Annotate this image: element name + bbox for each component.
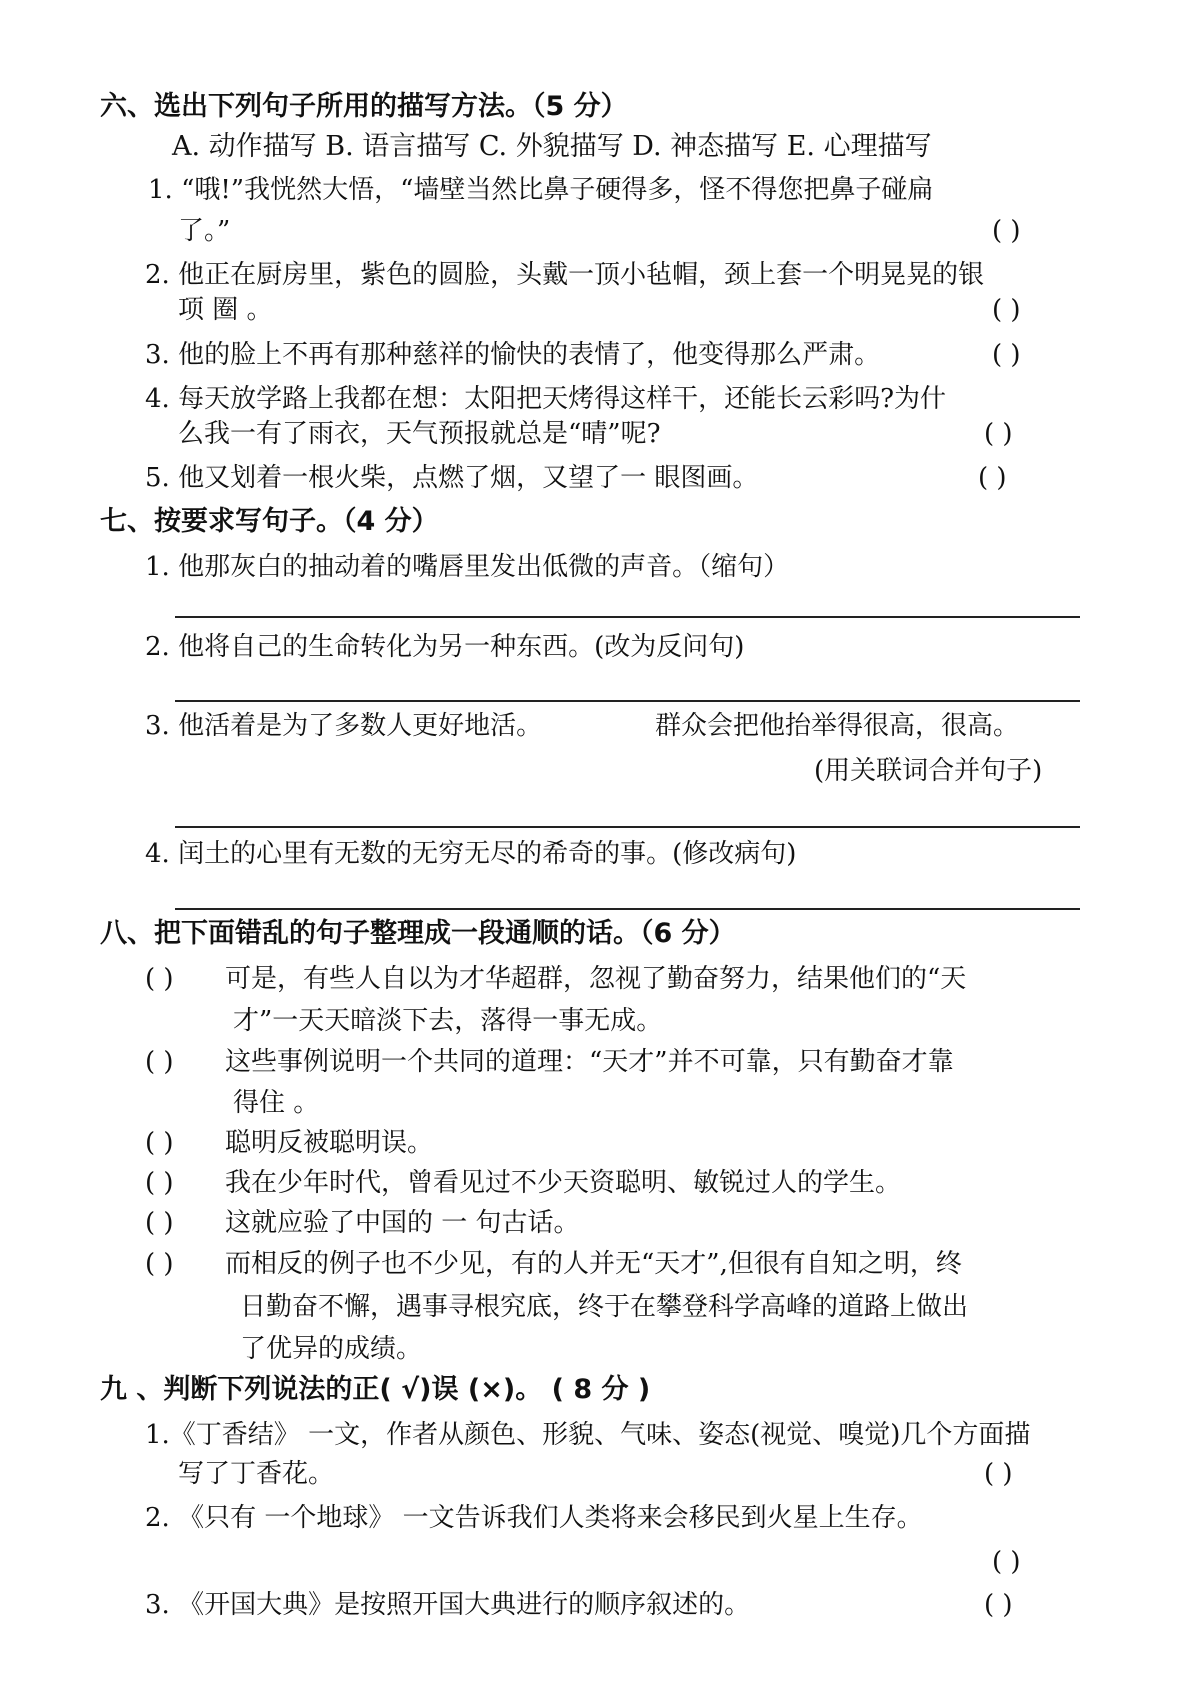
section7-heading: 七、按要求写句子。（4 分） (100, 506, 439, 537)
s8-item4: 我在少年时代，曾看见过不少天资聪明、敏锐过人的学生。 (225, 1168, 902, 1198)
section8-heading: 八、把下面错乱的句子整理成一段通顺的话。（6 分） (100, 918, 736, 949)
answer-paren: ( ) (992, 340, 1021, 370)
s6-q2-line2: 项 圈 。 (178, 295, 273, 325)
s6-q4-line1: 4. 每天放学路上我都在想：太阳把天烤得这样干，还能长云彩吗?为什 (145, 384, 947, 414)
s6-q4-line2: 么我一有了雨衣，天气预报就总是“晴”呢? (178, 419, 661, 449)
section6-options: A. 动作描写 B. 语言描写 C. 外貌描写 D. 神态描写 E. 心理描写 (172, 131, 932, 162)
section6-heading: 六、选出下列句子所用的描写方法。（5 分） (100, 91, 628, 122)
s7-q3-instruction: (用关联词合并句子) (814, 756, 1043, 786)
s8-item1-line2: 才”一天天暗淡下去，落得一事无成。 (233, 1006, 663, 1036)
s9-q1-line2: 写了丁香花。 (178, 1459, 335, 1489)
order-blank[interactable]: ( ) (145, 1128, 174, 1158)
s9-q3: 3. 《开国大典》是按照开国大典进行的顺序叙述的。 (145, 1590, 751, 1620)
s6-q1-line1: 1. “哦!”我恍然大悟，“墙壁当然比鼻子硬得多，怪不得您把鼻子碰扁 (148, 175, 934, 205)
answer-paren: ( ) (984, 1459, 1013, 1489)
s9-q1-line1: 1.《丁香结》 一文，作者从颜色、形貌、气味、姿态(视觉、嗅觉)几个方面描 (145, 1420, 1031, 1450)
s8-item2-line1: 这些事例说明一个共同的道理：“天才”并不可靠，只有勤奋才靠 (225, 1047, 954, 1077)
s7-q3-part2: 群众会把他抬举得很高，很高。 (655, 711, 1020, 741)
order-blank[interactable]: ( ) (145, 964, 174, 994)
s9-q2: 2. 《只有 一个地球》 一文告诉我们人类将来会移民到火星上生存。 (145, 1503, 923, 1533)
s7-q4: 4. 闰土的心里有无数的无穷无尽的希奇的事。(修改病句) (145, 839, 797, 869)
s8-item2-line2: 得住 。 (233, 1088, 320, 1118)
answer-paren: ( ) (992, 216, 1021, 246)
s6-q5: 5. 他又划着一根火柴，点燃了烟，又望了一 眼图画。 (145, 463, 759, 493)
s8-item6-line1: 而相反的例子也不少见，有的人并无“天才”,但很有自知之明，终 (225, 1249, 962, 1279)
answer-paren: ( ) (992, 1547, 1021, 1577)
answer-line[interactable] (175, 908, 1080, 910)
s8-item1-line1: 可是，有些人自以为才华超群，忽视了勤奋努力，结果他们的“天 (225, 964, 967, 994)
s8-item6-line3: 了优异的成绩。 (240, 1334, 423, 1364)
answer-line[interactable] (175, 700, 1080, 702)
section9-heading: 九 、判断下列说法的正( √)误 (×)。 ( 8 分 ) (100, 1374, 651, 1405)
answer-paren: ( ) (978, 463, 1007, 493)
s7-q2: 2. 他将自己的生命转化为另一种东西。(改为反问句) (145, 632, 745, 662)
s8-item3: 聪明反被聪明误。 (225, 1128, 434, 1158)
s6-q3: 3. 他的脸上不再有那种慈祥的愉快的表情了，他变得那么严肃。 (145, 340, 881, 370)
answer-paren: ( ) (984, 419, 1013, 449)
answer-line[interactable] (175, 616, 1080, 618)
order-blank[interactable]: ( ) (145, 1249, 174, 1279)
order-blank[interactable]: ( ) (145, 1168, 174, 1198)
s6-q1-line2: 了。” (178, 216, 231, 246)
order-blank[interactable]: ( ) (145, 1047, 174, 1077)
s6-q2-line1: 2. 他正在厨房里，紫色的圆脸，头戴一顶小毡帽，颈上套一个明晃晃的银 (145, 260, 985, 290)
s8-item5: 这就应验了中国的 一 句古话。 (225, 1208, 580, 1238)
s8-item6-line2: 日勤奋不懈，遇事寻根究底，终于在攀登科学高峰的道路上做出 (240, 1292, 969, 1322)
s7-q1: 1. 他那灰白的抽动着的嘴唇里发出低微的声音。（缩句） (145, 552, 790, 582)
answer-paren: ( ) (992, 295, 1021, 325)
answer-paren: ( ) (984, 1590, 1013, 1620)
answer-line[interactable] (175, 826, 1080, 828)
order-blank[interactable]: ( ) (145, 1208, 174, 1238)
s7-q3-part1: 3. 他活着是为了多数人更好地活。 (145, 711, 543, 741)
